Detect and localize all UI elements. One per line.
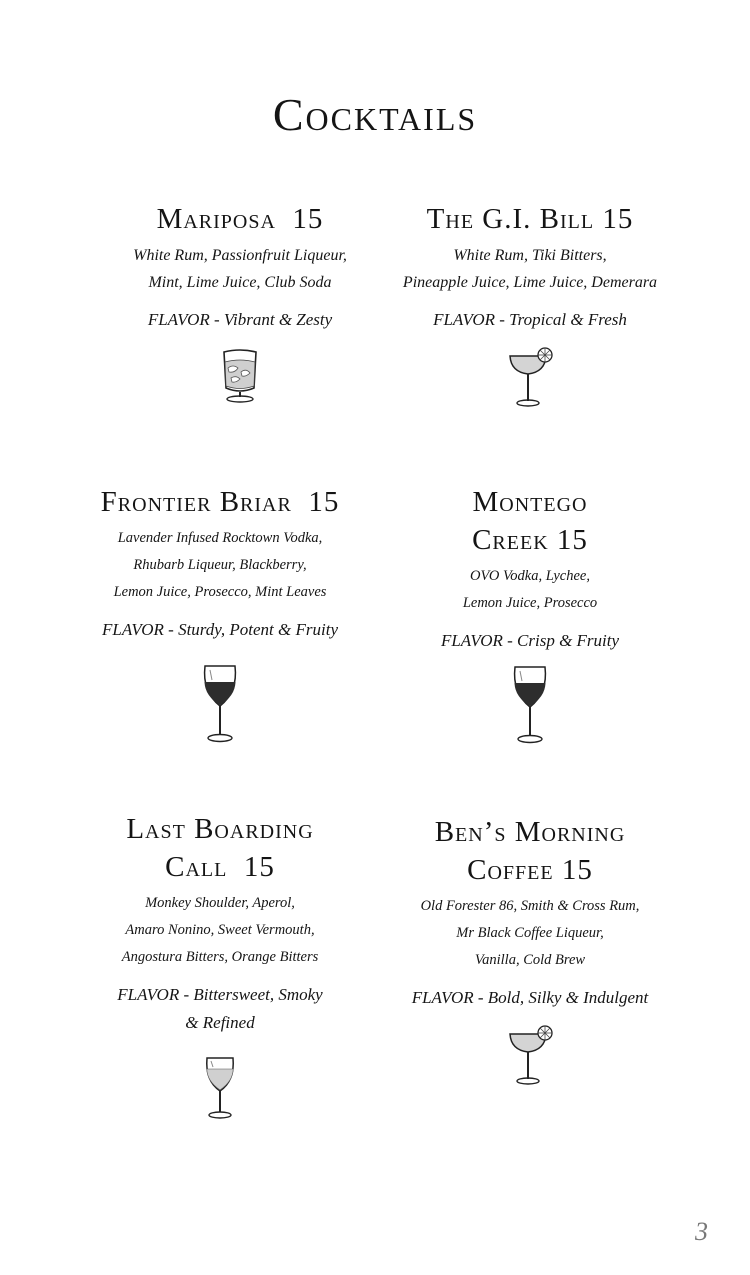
page-number: 3 bbox=[695, 1217, 708, 1246]
cocktail-name-line: Coffee 15 bbox=[467, 854, 593, 886]
ingredient-line: Old Forester 86, Smith & Cross Rum, bbox=[420, 898, 640, 914]
cocktail-ingredients bbox=[380, 893, 680, 974]
cocktail-ingredients bbox=[70, 242, 410, 296]
cocktail-montego-creek bbox=[380, 483, 680, 747]
cocktail-name: Mariposa 15 bbox=[156, 203, 324, 235]
cocktail-name bbox=[380, 483, 680, 559]
cocktail-name-line: Last Boarding bbox=[126, 813, 314, 845]
cocktail-name-line: Creek 15 bbox=[472, 524, 588, 556]
cocktail-name: Frontier Briar 15 bbox=[100, 486, 340, 518]
ingredient-line: Angostura Bitters, Orange Bitters bbox=[121, 949, 319, 965]
flavor-line: & Refined bbox=[185, 1013, 255, 1032]
cocktail-ingredients bbox=[380, 563, 680, 617]
cocktail-flavor: FLAVOR - Vibrant & Zesty bbox=[147, 310, 333, 329]
coupe-glass-icon bbox=[502, 1024, 558, 1088]
cocktail-ingredients bbox=[70, 525, 370, 606]
ingredient-line: Lemon Juice, Prosecco, Mint Leaves bbox=[113, 584, 327, 600]
cocktail-ingredients bbox=[380, 242, 680, 296]
ingredient-line: Lemon Juice, Prosecco bbox=[462, 595, 598, 611]
flavor-line: FLAVOR - Bittersweet, Smoky bbox=[117, 985, 323, 1004]
cocktail-flavor: FLAVOR - Tropical & Fresh bbox=[433, 310, 627, 329]
ingredient-line: White Rum, Passionfruit Liqueur, bbox=[133, 247, 347, 264]
ingredient-line: OVO Vodka, Lychee, bbox=[470, 568, 590, 584]
rocks-glass-icon bbox=[215, 346, 265, 404]
cocktail-last-boarding-call bbox=[70, 810, 370, 1121]
cocktail-name: The G.I. Bill 15 bbox=[426, 203, 634, 235]
ingredient-line: Mr Black Coffee Liqueur, bbox=[456, 925, 604, 941]
ingredient-line: Mint, Lime Juice, Club Soda bbox=[148, 274, 332, 291]
cocktail-flavor: FLAVOR - Crisp & Fruity bbox=[440, 631, 620, 650]
cocktail-name bbox=[70, 810, 370, 886]
cocktail-bens-morning-coffee bbox=[380, 813, 680, 1088]
cocktail-gi-bill bbox=[380, 200, 680, 410]
wine-glass-icon bbox=[198, 662, 242, 746]
cocktail-flavor: FLAVOR - Bold, Silky & Indulgent bbox=[411, 988, 649, 1007]
cocktail-flavor: FLAVOR - Sturdy, Potent & Fruity bbox=[102, 620, 338, 639]
cocktail-flavor bbox=[70, 981, 370, 1037]
cocktail-name bbox=[380, 813, 680, 889]
cocktail-name-line: Ben’s Morning bbox=[434, 816, 626, 848]
wine-glass-icon bbox=[508, 663, 552, 747]
cocktail-ingredients bbox=[70, 890, 370, 971]
ingredient-line: Monkey Shoulder, Aperol, bbox=[145, 895, 295, 911]
cocktail-name-line: Call 15 bbox=[165, 851, 275, 883]
wine-glass-icon bbox=[202, 1055, 238, 1121]
ingredient-line: Rhubarb Liqueur, Blackberry, bbox=[133, 557, 307, 573]
ingredient-line: White Rum, Tiki Bitters, bbox=[453, 247, 607, 264]
ingredient-line: Pineapple Juice, Lime Juice, Demerara bbox=[402, 274, 658, 291]
cocktail-frontier-briar bbox=[70, 483, 370, 746]
ingredient-line: Lavender Infused Rocktown Vodka, bbox=[117, 530, 323, 546]
page-title: Cocktails bbox=[272, 89, 478, 140]
coupe-glass-icon bbox=[502, 346, 558, 410]
ingredient-line: Amaro Nonino, Sweet Vermouth, bbox=[125, 922, 315, 938]
cocktail-mariposa bbox=[70, 200, 410, 404]
cocktail-name-line: Montego bbox=[472, 486, 588, 518]
ingredient-line: Vanilla, Cold Brew bbox=[474, 952, 586, 968]
